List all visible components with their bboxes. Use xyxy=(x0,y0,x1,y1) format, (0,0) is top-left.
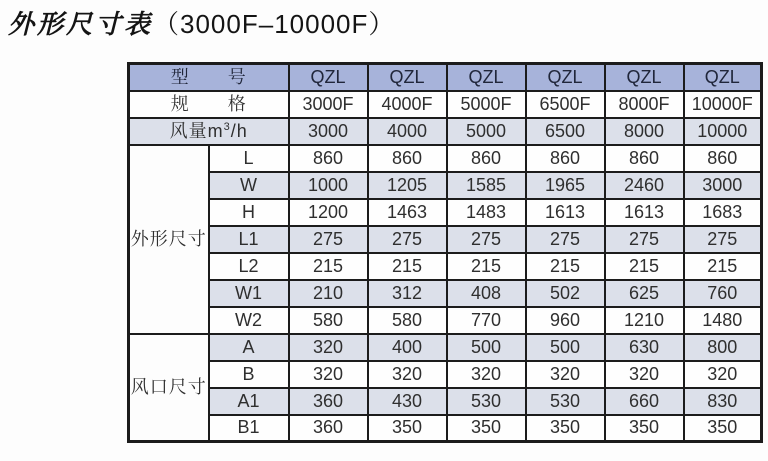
value-cell: 312 xyxy=(368,280,447,307)
value-cell: 830 xyxy=(684,388,762,415)
value-cell: 1965 xyxy=(526,172,605,199)
table-row-dim xyxy=(129,280,762,307)
value-cell: 320 xyxy=(605,361,684,388)
value-cell: 625 xyxy=(605,280,684,307)
table-row-dim xyxy=(129,172,762,199)
dim-name-cell: A xyxy=(209,334,289,361)
value-cell: 502 xyxy=(526,280,605,307)
table-row-airflow xyxy=(129,118,762,145)
value-cell: 530 xyxy=(447,388,526,415)
value-cell: 770 xyxy=(447,307,526,334)
spec-cell: 4000F xyxy=(368,91,447,118)
airflow-cell: 3000 xyxy=(289,118,368,145)
value-cell: 430 xyxy=(368,388,447,415)
value-cell: 1463 xyxy=(368,199,447,226)
value-cell: 275 xyxy=(447,226,526,253)
model-cell: QZL xyxy=(684,64,762,91)
value-cell: 215 xyxy=(526,253,605,280)
spec-cell: 5000F xyxy=(447,91,526,118)
value-cell: 860 xyxy=(447,145,526,172)
dim-name-cell: L xyxy=(209,145,289,172)
value-cell: 215 xyxy=(447,253,526,280)
value-cell: 760 xyxy=(684,280,762,307)
value-cell: 2460 xyxy=(605,172,684,199)
value-cell: 215 xyxy=(289,253,368,280)
value-cell: 660 xyxy=(605,388,684,415)
dimension-table xyxy=(127,62,763,443)
value-cell: 500 xyxy=(526,334,605,361)
value-cell: 350 xyxy=(526,415,605,442)
value-cell: 360 xyxy=(289,415,368,442)
airflow-cell: 10000 xyxy=(684,118,762,145)
dim-name-cell: L2 xyxy=(209,253,289,280)
airflow-label-base: 风量m xyxy=(169,120,224,141)
table-row-dim xyxy=(129,145,762,172)
value-cell: 1480 xyxy=(684,307,762,334)
dim-name-cell: A1 xyxy=(209,388,289,415)
value-cell: 320 xyxy=(447,361,526,388)
value-cell: 1200 xyxy=(289,199,368,226)
value-cell: 275 xyxy=(605,226,684,253)
model-cell: QZL xyxy=(289,64,368,91)
table-row-spec xyxy=(129,91,762,118)
value-cell: 1585 xyxy=(447,172,526,199)
table-row-dim xyxy=(129,199,762,226)
value-cell: 400 xyxy=(368,334,447,361)
group-label-cell-outlet-dims: 风口尺寸 xyxy=(129,334,209,442)
value-cell: 500 xyxy=(447,334,526,361)
group-label-cell-outer-dims: 外形尺寸 xyxy=(129,145,209,334)
airflow-label-unit: /h xyxy=(230,120,248,141)
value-cell: 860 xyxy=(605,145,684,172)
value-cell: 320 xyxy=(289,334,368,361)
value-cell: 350 xyxy=(368,415,447,442)
dim-name-cell: H xyxy=(209,199,289,226)
dim-name-cell: W1 xyxy=(209,280,289,307)
value-cell: 275 xyxy=(289,226,368,253)
spec-label-cell: 规 格 xyxy=(129,91,289,118)
dim-name-cell: W xyxy=(209,172,289,199)
value-cell: 1210 xyxy=(605,307,684,334)
value-cell: 860 xyxy=(289,145,368,172)
value-cell: 860 xyxy=(368,145,447,172)
table-row-dim xyxy=(129,226,762,253)
value-cell: 320 xyxy=(368,361,447,388)
value-cell: 1205 xyxy=(368,172,447,199)
value-cell: 530 xyxy=(526,388,605,415)
value-cell: 1613 xyxy=(526,199,605,226)
dim-name-cell: L1 xyxy=(209,226,289,253)
value-cell: 320 xyxy=(289,361,368,388)
dim-name-cell: B xyxy=(209,361,289,388)
model-label-cell: 型 号 xyxy=(129,64,289,91)
value-cell: 215 xyxy=(368,253,447,280)
model-cell: QZL xyxy=(447,64,526,91)
airflow-cell: 5000 xyxy=(447,118,526,145)
dim-name-cell: B1 xyxy=(209,415,289,442)
airflow-label-sup: 3 xyxy=(223,120,231,133)
page-title-main: 外形尺寸表 xyxy=(8,10,154,40)
spec-cell: 8000F xyxy=(605,91,684,118)
value-cell: 580 xyxy=(368,307,447,334)
value-cell: 960 xyxy=(526,307,605,334)
value-cell: 210 xyxy=(289,280,368,307)
spec-cell: 3000F xyxy=(289,91,368,118)
value-cell: 275 xyxy=(526,226,605,253)
value-cell: 350 xyxy=(684,415,762,442)
value-cell: 580 xyxy=(289,307,368,334)
table-row-dim xyxy=(129,334,762,361)
value-cell: 408 xyxy=(447,280,526,307)
spec-cell: 6500F xyxy=(526,91,605,118)
page-title xyxy=(8,4,395,41)
airflow-label-cell xyxy=(129,118,289,145)
table-row-dim xyxy=(129,253,762,280)
value-cell: 1613 xyxy=(605,199,684,226)
model-cell: QZL xyxy=(605,64,684,91)
table-row-dim xyxy=(129,415,762,442)
airflow-cell: 4000 xyxy=(368,118,447,145)
value-cell: 350 xyxy=(605,415,684,442)
table-row-dim xyxy=(129,307,762,334)
airflow-cell: 8000 xyxy=(605,118,684,145)
value-cell: 1683 xyxy=(684,199,762,226)
value-cell: 215 xyxy=(684,253,762,280)
airflow-cell: 6500 xyxy=(526,118,605,145)
value-cell: 860 xyxy=(684,145,762,172)
table-row-dim xyxy=(129,361,762,388)
value-cell: 1483 xyxy=(447,199,526,226)
value-cell: 215 xyxy=(605,253,684,280)
dim-name-cell: W2 xyxy=(209,307,289,334)
value-cell: 275 xyxy=(684,226,762,253)
value-cell: 1000 xyxy=(289,172,368,199)
table-row-dim xyxy=(129,388,762,415)
table-row-model xyxy=(129,64,762,91)
value-cell: 350 xyxy=(447,415,526,442)
model-cell: QZL xyxy=(526,64,605,91)
value-cell: 630 xyxy=(605,334,684,361)
value-cell: 275 xyxy=(368,226,447,253)
model-cell: QZL xyxy=(368,64,447,91)
page-title-range: （3000F–10000F） xyxy=(153,9,396,39)
value-cell: 3000 xyxy=(684,172,762,199)
value-cell: 320 xyxy=(526,361,605,388)
value-cell: 320 xyxy=(684,361,762,388)
value-cell: 360 xyxy=(289,388,368,415)
spec-cell: 10000F xyxy=(684,91,762,118)
value-cell: 800 xyxy=(684,334,762,361)
value-cell: 860 xyxy=(526,145,605,172)
